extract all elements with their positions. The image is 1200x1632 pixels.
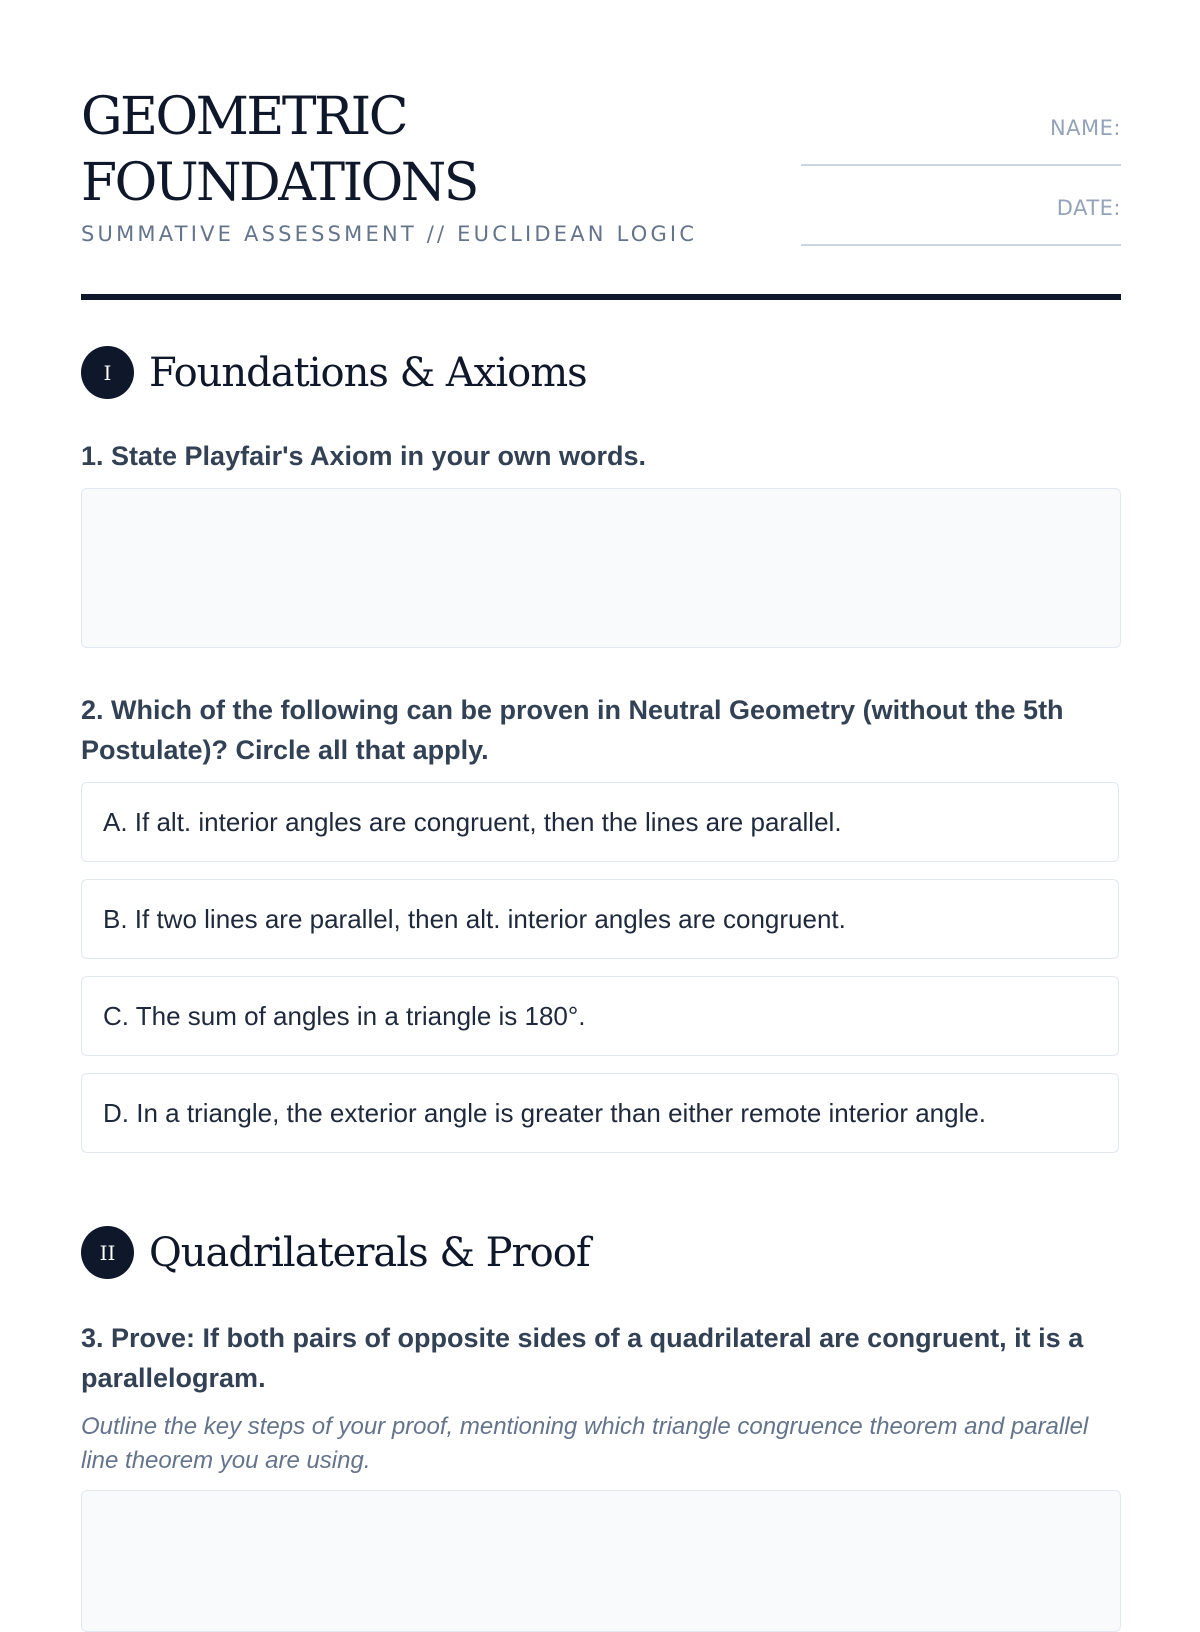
- title-line-2: FOUNDATIONS: [81, 153, 477, 213]
- section-2-heading: [81, 1226, 590, 1279]
- header-divider: [81, 294, 1121, 300]
- name-field[interactable]: [801, 118, 1121, 166]
- question-3-answer-box[interactable]: [81, 1490, 1121, 1632]
- question-3-prompt: 3. Prove: If both pairs of opposite sides of a quadrilateral are congruent, it is a parallelogram.: [81, 1323, 1084, 1393]
- question-2-option-a[interactable]: A. If alt. interior angles are congruent, then the lines are parallel.: [81, 782, 1119, 862]
- worksheet-page: [81, 0, 1121, 1474]
- worksheet-header: [81, 0, 1121, 300]
- worksheet-title: [81, 84, 477, 216]
- section-1-title: Foundations & Axioms: [149, 349, 587, 396]
- title-line-1: GEOMETRIC: [81, 87, 406, 147]
- question-1-answer-box[interactable]: [81, 488, 1121, 648]
- section-1-numeral-badge: I: [81, 346, 134, 399]
- section-2-title: Quadrilaterals & Proof: [149, 1229, 590, 1276]
- worksheet-subtitle: SUMMATIVE ASSESSMENT // EUCLIDEAN LOGIC: [81, 222, 698, 246]
- question-3-hint: Outline the key steps of your proof, mentioning which triangle congruence theorem and parallel line theorem you are using.: [81, 1413, 1089, 1474]
- question-2-option-b[interactable]: B. If two lines are parallel, then alt. interior angles are congruent.: [81, 879, 1119, 959]
- date-label: DATE:: [1056, 196, 1121, 220]
- date-field[interactable]: [801, 198, 1121, 246]
- question-2-prompt: 2. Which of the following can be proven in Neutral Geometry (without the 5th Postulate)? Circle all that apply.: [81, 695, 1064, 765]
- section-2-numeral-badge: II: [81, 1226, 134, 1279]
- section-1-heading: [81, 346, 587, 399]
- name-label: NAME:: [1049, 116, 1121, 140]
- question-2-option-d[interactable]: D. In a triangle, the exterior angle is greater than either remote interior angle.: [81, 1073, 1119, 1153]
- question-2-option-c[interactable]: C. The sum of angles in a triangle is 180°.: [81, 976, 1119, 1056]
- question-1-prompt: 1. State Playfair's Axiom in your own words.: [81, 441, 647, 471]
